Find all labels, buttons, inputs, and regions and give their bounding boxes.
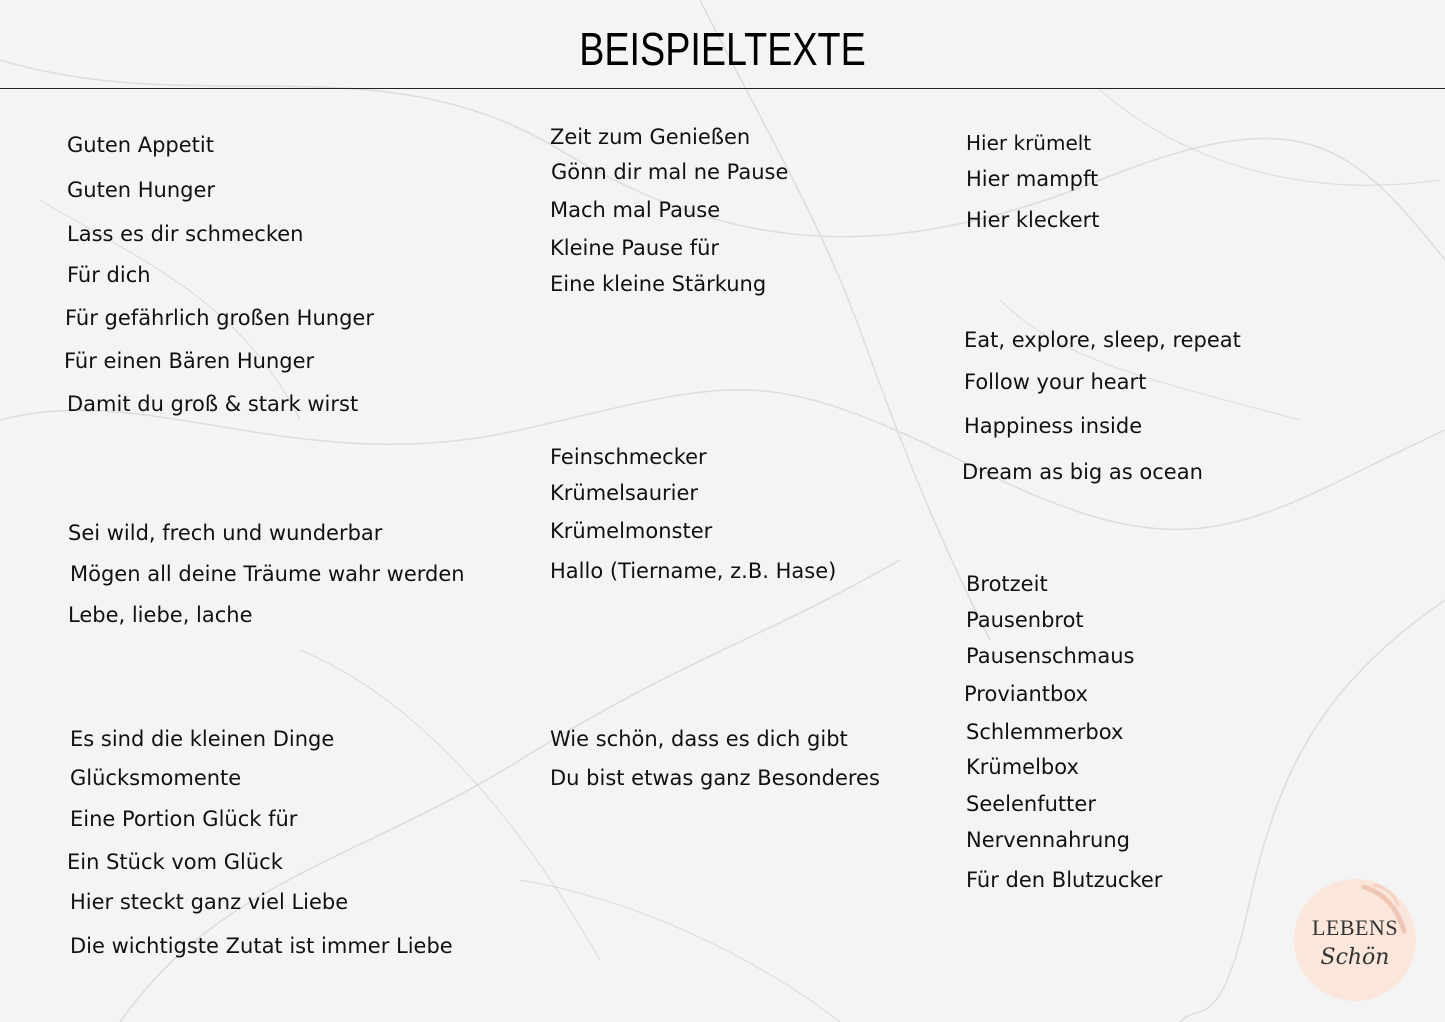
list-item: Hier steckt ganz viel Liebe [70, 890, 349, 914]
list-item: Pausenschmaus [966, 644, 1135, 668]
list-item: Follow your heart [964, 370, 1147, 394]
list-item: Hier kleckert [966, 208, 1100, 232]
list-item: Guten Appetit [67, 133, 214, 157]
list-item: Wie schön, dass es dich gibt [550, 727, 848, 751]
logo-bottom-text: Schön [1320, 945, 1390, 970]
list-item: Krümelbox [966, 755, 1079, 779]
list-item: Mach mal Pause [550, 198, 721, 222]
list-item: Lass es dir schmecken [67, 222, 304, 246]
list-item: Dream as big as ocean [962, 460, 1203, 484]
list-item: Kleine Pause für [550, 236, 720, 260]
list-item: Krümelmonster [550, 519, 713, 543]
list-item: Happiness inside [964, 414, 1143, 438]
list-item: Eine kleine Stärkung [550, 272, 767, 296]
brand-logo [1294, 879, 1416, 1001]
list-item: Für gefährlich großen Hunger [65, 306, 374, 330]
list-item: Lebe, liebe, lache [68, 603, 253, 627]
list-item: Es sind die kleinen Dinge [70, 727, 335, 751]
list-item: Zeit zum Genießen [550, 125, 751, 149]
list-item: Ein Stück vom Glück [67, 850, 283, 874]
list-item: Für einen Bären Hunger [64, 349, 315, 373]
list-item: Hallo (Tiername, z.B. Hase) [550, 559, 837, 583]
list-item: Seelenfutter [966, 792, 1096, 816]
list-item: Krümelsaurier [550, 481, 699, 505]
list-item: Proviantbox [964, 682, 1088, 706]
list-item: Guten Hunger [67, 178, 216, 202]
list-item: Feinschmecker [550, 445, 707, 469]
list-item: Gönn dir mal ne Pause [551, 160, 789, 184]
list-item: Die wichtigste Zutat ist immer Liebe [70, 934, 453, 958]
list-item: Pausenbrot [966, 608, 1084, 632]
list-item: Eine Portion Glück für [70, 807, 298, 831]
list-item: Nervennahrung [966, 828, 1130, 852]
logo-top-text: LEBENS [1311, 915, 1399, 940]
list-item: Mögen all deine Träume wahr werden [70, 562, 465, 586]
title-divider [0, 88, 1445, 89]
list-item: Hier krümelt [966, 131, 1092, 155]
page-title: BEISPIELTEXTE [579, 23, 866, 75]
list-item: Du bist etwas ganz Besonderes [550, 766, 880, 790]
list-item: Damit du groß & stark wirst [67, 392, 359, 416]
list-item: Für den Blutzucker [966, 868, 1163, 892]
list-item: Eat, explore, sleep, repeat [964, 328, 1241, 352]
list-item: Sei wild, frech und wunderbar [68, 521, 383, 545]
list-item: Schlemmerbox [966, 720, 1124, 744]
list-item: Brotzeit [966, 572, 1048, 596]
list-item: Für dich [67, 263, 151, 287]
list-item: Hier mampft [966, 167, 1099, 191]
list-item: Glücksmomente [70, 766, 242, 790]
